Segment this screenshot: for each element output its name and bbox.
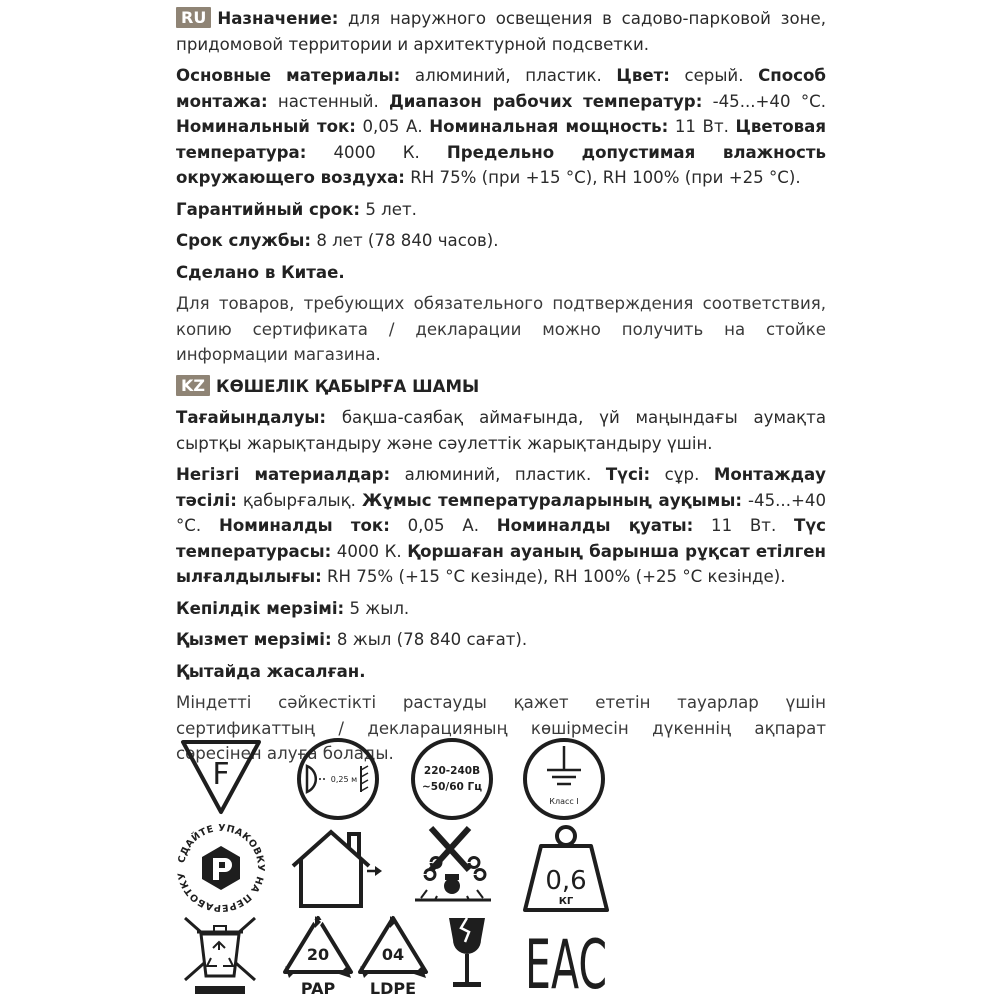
kz-materials-label: Негізгі материалдар:: [176, 465, 391, 484]
ru-origin-label: Сделано в Китае.: [176, 262, 345, 282]
ru-temp-label: Диапазон рабочих температур:: [389, 91, 703, 111]
ru-color: серый.: [669, 66, 759, 85]
eac-label: EAC: [525, 926, 607, 1000]
ru-lifetime-label: Срок службы:: [176, 231, 312, 250]
product-description: [176, 6, 826, 773]
kz-lifetime-text: 8 жыл (78 840 сағат).: [331, 630, 528, 649]
ru-warranty: [176, 197, 826, 223]
ru-power: 11 Вт.: [668, 117, 736, 136]
ru-mount-label: Способ монтажа:: [176, 66, 826, 111]
weight-value: 0,6: [545, 866, 587, 896]
recycle-packaging-icon: [175, 822, 267, 914]
ru-lifetime-text: 8 лет (78 840 часов).: [311, 231, 499, 250]
ru-cct: 4000 К.: [306, 142, 447, 162]
ru-color-label: Цвет:: [616, 66, 670, 85]
kz-origin-label: Қытайда жасалған.: [176, 661, 366, 681]
ru-mount: настенный.: [267, 91, 390, 111]
f-mark-letter: F: [212, 757, 230, 792]
kz-purpose-text: бақша-саябақ аймағында, үй маңындағы аумақта сыртқы жарықтандыру және сәулеттік жарықтандыру үшін.: [176, 408, 826, 453]
kz-temp: -45...+40 °С.: [176, 490, 826, 535]
min-distance-icon: [293, 736, 383, 822]
ldpe-label: LDPE: [369, 979, 417, 998]
pap-number: 20: [306, 945, 330, 964]
weee-bin-icon: [177, 914, 263, 996]
kz-materials: алюминий, пластик.: [390, 465, 606, 484]
ru-power-label: Номинальная мощность:: [429, 117, 669, 136]
distance-label: 0,25 м: [330, 775, 358, 784]
ru-temp: -45...+40 °С.: [702, 91, 826, 111]
ru-cct-label: Цветовая температура:: [176, 117, 827, 162]
pap-label: PAP: [300, 979, 336, 998]
kz-humidity: RH 75% (+15 °С кезінде), RH 100% (+25 °С кезінде).: [321, 567, 786, 586]
ru-lifetime: [176, 228, 826, 254]
kz-certificate-note: Міндетті сәйкестікті растауды қажет ететін тауарлар үшін сертификаттың / декларацияның көшірмесін дүкеннің ақпарат сөресінен алуға болады.: [176, 693, 826, 763]
kz-power: 11 Вт.: [693, 516, 795, 535]
kz-mount: қабырғалық.: [236, 490, 363, 510]
ru-warranty-label: Гарантийный срок:: [176, 199, 361, 219]
ru-current: 0,05 А.: [355, 117, 430, 136]
kz-humidity-label: Қоршаған ауаның барынша рұқсат етілген ылғалдылығы:: [176, 541, 826, 586]
kz-title: КӨШЕЛІК ҚАБЫРҒА ШАМЫ: [216, 376, 480, 396]
kz-color: сұр.: [650, 465, 714, 484]
class-label: Класс I: [549, 797, 579, 806]
ldpe-number: 04: [381, 945, 405, 964]
kz-warranty-label: Кепілдік мерзімі:: [176, 598, 345, 618]
kz-current: 0,05 А.: [389, 516, 497, 535]
eac-mark-icon: [521, 916, 611, 1000]
ru-warranty-text: 5 лет.: [360, 199, 417, 219]
ru-materials-label: Основные материалы:: [176, 66, 401, 85]
kz-language-badge: KZ: [176, 375, 210, 396]
kz-heading: [176, 374, 826, 400]
ru-current-label: Номинальный ток:: [176, 117, 356, 136]
kz-warranty-text: 5 жыл.: [344, 598, 410, 618]
f-mark-triangle-icon: [178, 736, 264, 822]
kz-lifetime-label: Қызмет мерзімі:: [176, 630, 332, 649]
ru-origin: [176, 260, 826, 286]
ru-humidity-label: Предельно допустимая влажность окружающего воздуха:: [176, 142, 826, 187]
indoor-use-house-icon: [287, 826, 383, 912]
voltage-icon: [407, 736, 497, 822]
kz-purpose-label: Тағайындалуы:: [176, 408, 327, 427]
kz-temp-label: Жұмыс температураларының ауқымы:: [362, 490, 742, 510]
kz-purpose: [176, 405, 826, 456]
recycle-ldpe-icon: [353, 914, 433, 996]
ground-class-icon: [519, 736, 609, 822]
weight-icon: [519, 822, 613, 916]
ru-purpose-label: Назначение:: [217, 9, 339, 28]
kz-lifetime: [176, 627, 826, 653]
recycle-text: СДАЙТЕ УПАКОВКУ НА ПЕРЕРАБОТКУ: [176, 822, 267, 914]
fragile-glass-icon: [437, 914, 497, 996]
voltage-label: 220-240В: [423, 765, 481, 777]
kz-color-label: Түсі:: [605, 465, 651, 484]
ru-humidity: RH 75% (при +15 °С), RH 100% (при +25 °С).: [404, 168, 801, 187]
ru-specs: [176, 63, 826, 191]
kz-origin: [176, 659, 826, 685]
ru-purpose-text: для наружного освещения в садово-парковой зоне, придомовой территории и архитектурной подсветки.: [176, 9, 826, 54]
kz-warranty: [176, 596, 826, 622]
kz-power-label: Номиналды қуаты:: [496, 516, 694, 535]
kz-cct: 4000 К.: [331, 541, 408, 561]
ru-purpose: [176, 6, 826, 57]
kz-specs: [176, 462, 826, 590]
kz-current-label: Номиналды ток:: [218, 516, 390, 535]
certification-icons: [175, 736, 835, 1000]
kz-cct-label: Түс температурасы:: [176, 516, 827, 561]
ru-language-badge: RU: [176, 7, 211, 28]
ru-materials: алюминий, пластик.: [400, 66, 617, 85]
recycle-pap-icon: [279, 914, 357, 996]
kz-mount-label: Монтаждау тәсілі:: [176, 465, 826, 510]
ru-certificate-note: Для товаров, требующих обязательного подтверждения соответствия, копию сертификата / декларации можно получить на стойке информации магазина.: [176, 294, 826, 364]
no-insulation-cover-icon: [407, 824, 499, 914]
frequency-label: ~50/60 Гц: [422, 781, 482, 793]
weight-unit: КГ: [558, 896, 574, 907]
